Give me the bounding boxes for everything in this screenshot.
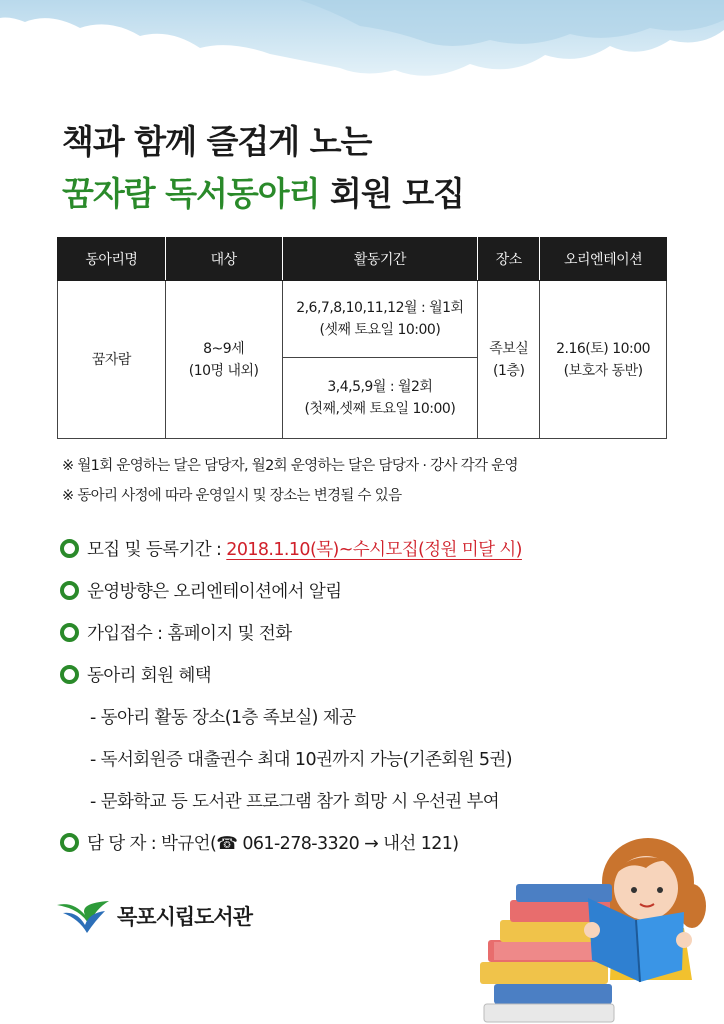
benefits-title: 동아리 회원 혜택 [87,666,212,686]
target-count: (10명 내외) [188,362,259,379]
title-line-1: 책과 함께 즐겁게 노는 [62,122,372,161]
notes [62,454,518,514]
girl-reading-books-illustration [470,820,724,1024]
period-a-time: (셋째 토요일 10:00) [319,322,441,338]
header-club-name: 동아리명 [58,238,166,281]
header-target: 대상 [165,238,282,281]
title-line-2 [62,168,464,215]
table-header-row [58,238,667,281]
bullet-icon [60,623,79,642]
cell-club-name: 꿈자람 [58,281,166,439]
cell-orientation [540,281,667,439]
library-logo-icon [55,895,111,935]
benefit-item: - 문화학교 등 도서관 프로그램 참가 희망 시 우선권 부여 [90,792,500,812]
bullet-icon [60,833,79,852]
club-info-table [57,237,667,439]
benefit-item: - 독서회원증 대출권수 최대 10권까지 가능(기존회원 5권) [90,750,512,770]
list-item-recruit [60,536,522,564]
benefit-item: - 동아리 활동 장소(1층 족보실) 제공 [90,708,356,728]
place-room: 족보실 [489,340,529,357]
note-change: ※ 동아리 사정에 따라 운영일시 및 장소는 변경될 수 있음 [62,488,402,504]
recruit-label: 모집 및 등록기간 : [87,540,227,560]
place-floor: (1층) [493,362,525,379]
bullet-icon [60,539,79,558]
period-a-months: 2,6,7,8,10,11,12월 : 월1회 [296,300,464,316]
title-club-name: 꿈자람 독서동아리 [62,174,320,213]
bullet-icon [60,665,79,684]
header-orientation: 오리엔테이션 [540,238,667,281]
recruit-period: 2018.1.10(목)~수시모집(정원 미달 시) [226,540,522,560]
header-place: 장소 [478,238,540,281]
cell-target [165,281,282,439]
bullet-icon [60,581,79,600]
list-item-contact [60,830,459,858]
direction-text: 운영방향은 오리엔테이션에서 알림 [87,582,342,602]
list-item-direction [60,578,342,606]
cell-period-monthly [282,281,478,358]
table-row [58,281,667,358]
contact-text: 담 당 자 : 박규언(☎ 061-278-3320 → 내선 121) [87,834,459,854]
list-item-benefits [60,662,211,690]
library-name: 목포시립도서관 [117,905,253,929]
cell-place [478,281,540,439]
sky-cloud-header [0,0,724,90]
orientation-date: 2.16(토) 10:00 [556,340,651,357]
note-operation: ※ 월1회 운영하는 달은 담당자, 월2회 운영하는 달은 담당자 · 강사 각각 운영 [62,458,518,474]
orientation-note: (보호자 동반) [563,362,643,379]
signup-text: 가입접수 : 홈페이지 및 전화 [87,624,292,644]
cell-period-twice [282,358,478,439]
header-period: 활동기간 [282,238,478,281]
period-b-months: 3,4,5,9월 : 월2회 [327,379,433,395]
list-item-signup [60,620,292,648]
title-recruit: 회원 모집 [319,174,465,213]
period-b-time: (첫째,셋째 토요일 10:00) [304,401,456,417]
target-age: 8~9세 [203,340,245,357]
